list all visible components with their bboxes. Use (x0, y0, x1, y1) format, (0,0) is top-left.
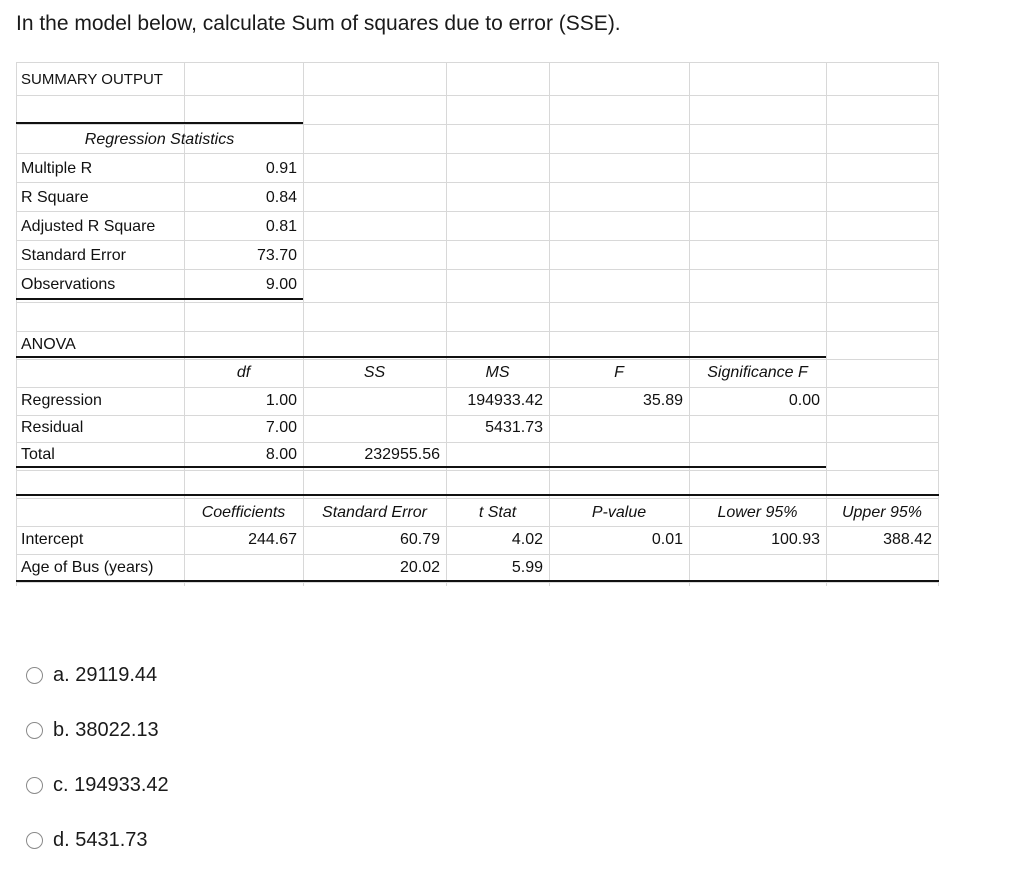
stat-value: 9.00 (265, 276, 297, 293)
stat-label: Adjusted R Square (21, 218, 156, 235)
summary-output-title: SUMMARY OUTPUT (21, 71, 163, 88)
coef-header-t-stat: t Stat (478, 504, 517, 521)
coef-lower-95: 100.93 (771, 531, 820, 548)
radio-unselected-icon[interactable] (26, 832, 43, 849)
anova-significance-f: 0.00 (788, 392, 820, 409)
option-label: a. 29119.44 (53, 663, 158, 686)
anova-row-label: Residual (21, 419, 84, 436)
coef-standard-error: 60.79 (399, 531, 440, 548)
regression-statistics-title: Regression Statistics (84, 131, 235, 148)
stat-label: R Square (21, 189, 89, 206)
stat-value: 0.84 (265, 189, 297, 206)
radio-unselected-icon[interactable] (26, 667, 43, 684)
regression-output-table (16, 62, 939, 586)
anova-ms: 194933.42 (467, 392, 543, 409)
stat-value: 73.70 (256, 247, 297, 264)
coef-row-label: Intercept (21, 531, 84, 548)
option-label: b. 38022.13 (53, 718, 159, 741)
anova-df: 7.00 (265, 419, 297, 436)
coef-upper-95: 388.42 (883, 531, 932, 548)
option-label: c. 194933.42 (53, 773, 169, 796)
anova-header-ss: SS (363, 364, 386, 381)
stat-label: Observations (21, 276, 116, 293)
stat-label: Multiple R (21, 160, 93, 177)
anova-header-f: F (614, 364, 624, 381)
anova-f: 35.89 (642, 392, 683, 409)
coef-p-value: 0.01 (651, 531, 683, 548)
radio-unselected-icon[interactable] (26, 722, 43, 739)
option-c[interactable] (26, 773, 169, 797)
anova-ss: 232955.56 (364, 446, 440, 463)
anova-df: 8.00 (265, 446, 297, 463)
coef-t-stat: 4.02 (511, 531, 543, 548)
anova-header-df: df (236, 364, 251, 381)
stat-label: Standard Error (21, 247, 126, 264)
radio-unselected-icon[interactable] (26, 777, 43, 794)
coef-header-upper-95: Upper 95% (841, 504, 923, 521)
stat-value: 0.81 (265, 218, 297, 235)
anova-ms: 5431.73 (485, 419, 543, 436)
anova-title: ANOVA (21, 336, 76, 353)
coef-header-standard-error: Standard Error (322, 504, 427, 521)
anova-df: 1.00 (265, 392, 297, 409)
option-b[interactable] (26, 718, 159, 742)
coef-standard-error: 20.02 (399, 559, 440, 576)
anova-row-label: Regression (21, 392, 102, 409)
question-text: In the model below, calculate Sum of squares due to error (SSE). (16, 12, 621, 35)
option-a[interactable] (26, 663, 157, 687)
coef-row-label: Age of Bus (years) (21, 559, 154, 576)
coef-t-stat: 5.99 (511, 559, 543, 576)
coef-header-lower-95: Lower 95% (717, 504, 798, 521)
coef-header-p-value: P-value (591, 504, 647, 521)
coef-value: 244.67 (248, 531, 297, 548)
anova-row-label: Total (21, 446, 55, 463)
option-label: d. 5431.73 (53, 828, 148, 851)
option-d[interactable] (26, 828, 148, 852)
anova-header-significance-f: Significance F (707, 364, 808, 381)
anova-header-ms: MS (485, 364, 510, 381)
stat-value: 0.91 (265, 160, 297, 177)
coef-header-coefficients: Coefficients (201, 504, 286, 521)
